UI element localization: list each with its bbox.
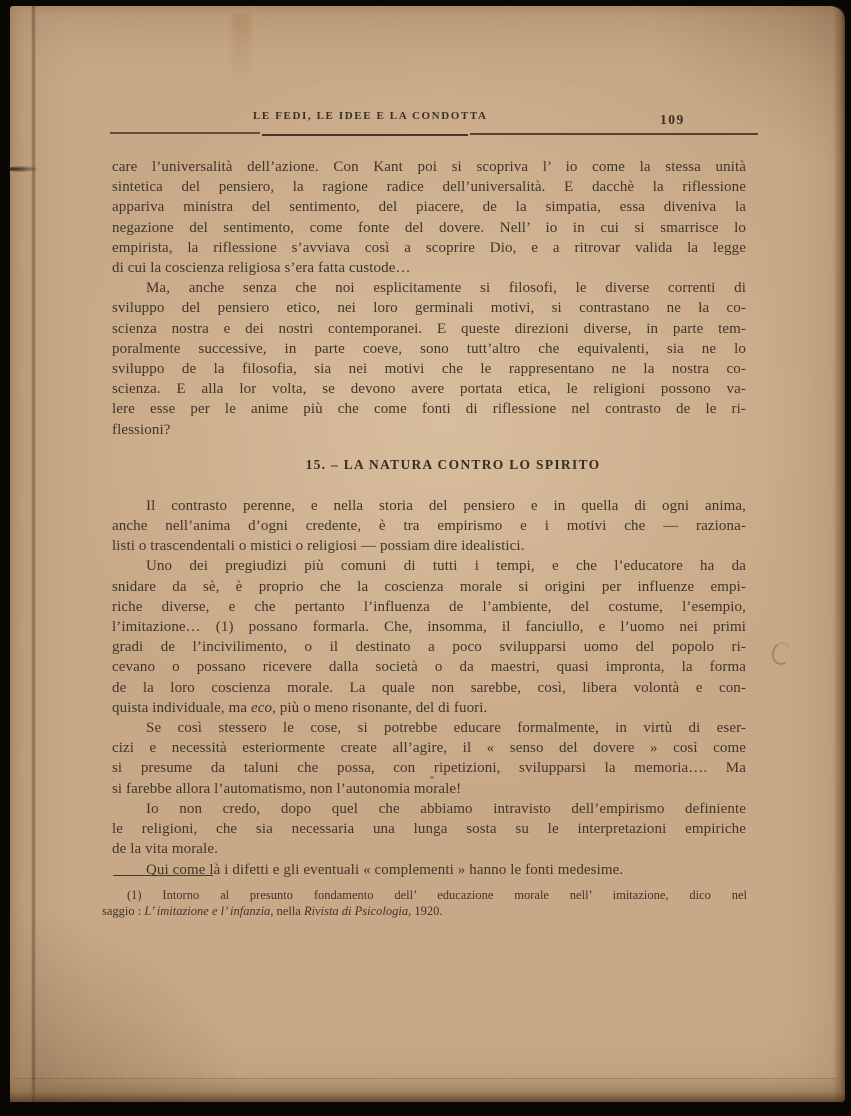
text-line <box>112 339 746 359</box>
text-segment: listi o trascendentali o mistici o religiosi — possiam dire idealistici. <box>112 538 525 555</box>
text-line <box>112 420 746 440</box>
text-line <box>102 904 747 920</box>
text-line <box>112 359 746 379</box>
paragraph <box>112 278 746 440</box>
text-segment: Io non credo, dopo quel che abbiamo intravisto dell’empirismo definiente <box>146 800 746 817</box>
text-line <box>112 157 746 177</box>
text-segment: l’imitazione… (1) possano formarla. Che, insomma, il fanciullo, e l’uomo nei primi <box>112 619 746 636</box>
text-segment: Qui come là i difetti e gli eventuali « complementi » hanno le fonti medesime. <box>146 861 624 878</box>
text-segment: Se così stessero le cose, si potrebbe educare formalmente, in virtù di eser- <box>146 720 746 737</box>
paragraphs-after-heading <box>112 496 746 880</box>
text-line <box>112 597 746 617</box>
text-line <box>112 278 746 298</box>
footnote-rule <box>113 875 213 876</box>
text-segment: de la vita morale. <box>112 841 218 858</box>
text-line <box>112 218 746 238</box>
paper-stain <box>232 14 250 88</box>
text-segment: di cui la coscienza religiosa s’era fatta custode… <box>112 260 411 277</box>
text-line <box>112 197 746 217</box>
running-header-title: LE FEDI, LE IDEE E LA CONDOTTA <box>253 110 488 122</box>
text-line <box>112 779 746 799</box>
header-rule-center <box>262 134 468 136</box>
text-line <box>112 399 746 419</box>
body-text <box>112 157 746 880</box>
text-segment: care l’universalità dell’azione. Con Kant poi si scopriva l’ io come la stessa unità <box>112 159 746 175</box>
text-line <box>112 319 746 339</box>
text-line <box>112 637 746 657</box>
text-segment: nella <box>273 903 304 918</box>
text-line <box>112 379 746 399</box>
text-line <box>112 577 746 597</box>
text-segment: si farebbe allora l’automatismo, non l’autonomia morale! <box>112 780 462 797</box>
text-line <box>112 799 746 819</box>
paragraph <box>112 718 746 799</box>
text-line <box>112 617 746 637</box>
paragraph <box>112 157 746 278</box>
text-line <box>112 516 746 536</box>
italic-text: Rivista di Psicologia <box>303 903 409 918</box>
text-segment: lere esse per le anime più che come fonti di riflessione nel contrasto de le ri- <box>112 401 746 418</box>
book-page <box>10 6 845 1102</box>
text-line <box>112 819 746 839</box>
left-edge-tear <box>7 166 37 172</box>
text-line <box>112 738 746 758</box>
text-line <box>112 758 746 778</box>
text-line <box>112 698 746 718</box>
section-heading: 15. – LA NATURA CONTRO LO SPIRITO <box>305 456 601 472</box>
paragraph <box>112 496 746 557</box>
text-line <box>112 657 746 677</box>
header-rule-right <box>470 133 758 135</box>
text-segment: cizi e necessità esteriormente create all’agire, il « senso del dovere » così come <box>112 740 746 757</box>
text-segment: snidare da sè, è proprio che la coscienza morale si origini per influenze empi- <box>112 578 746 595</box>
text-line <box>112 718 746 738</box>
text-line <box>112 258 746 278</box>
text-segment: gradi de l’incivilimento, o il destinato a poco svilupparsi uomo del popolo ri- <box>112 639 746 656</box>
footnote <box>102 875 747 919</box>
text-line <box>112 839 746 859</box>
text-segment: flessioni? <box>112 421 171 438</box>
paragraph <box>112 556 746 718</box>
text-segment: le religioni, che sia necessaria una lunga sosta su le interpretazioni empiriche <box>112 821 746 838</box>
bottom-deckle-edge <box>10 1076 845 1102</box>
text-segment: si presume da taluni che possa, con ripetizioni, svilupparsi la memoria…. Ma <box>112 760 746 777</box>
page-number: 109 <box>660 112 685 127</box>
text-segment: sviluppo de la filosofia, sia nei motivi che le rappresentano ne la nostra co- <box>112 361 746 378</box>
text-segment: cevano o possano ricevere dalla società o da maestri, quasi impronta, la forma <box>112 659 746 676</box>
text-segment: anche nell’anima d’ogni credente, è tra empirismo e i motivi che — raziona- <box>112 518 746 535</box>
italic-text: eco, <box>250 699 276 716</box>
text-segment: de la loro coscienza morale. La quale non sarebbe, così, libera volontà e con- <box>112 679 746 696</box>
text-segment: poralmente successive, in parte coeve, sono tutt’altro che equivalenti, sia ne lo <box>112 340 746 357</box>
bottom-stitch-line <box>14 1078 835 1079</box>
text-segment: quista individuale, ma <box>112 699 251 716</box>
header-rule-left <box>110 132 260 134</box>
fore-edge-wear <box>833 6 845 1102</box>
text-segment: sintetica del pensiero, la ragione radice dell’universalità. E dacchè la riflessione <box>112 179 746 196</box>
text-line <box>112 496 746 516</box>
text-segment: Ma, anche senza che noi esplicitamente si filosofi, le diverse correnti di <box>146 280 746 297</box>
text-segment: saggio : <box>102 903 145 918</box>
italic-text: L’ imitazione e l’ infanzia, <box>144 903 274 918</box>
text-segment: sviluppo del pensiero etico, nei loro germinali motivi, si contrastano ne la co- <box>112 300 746 317</box>
text-segment: più o meno risonante, del di fuori. <box>275 699 488 716</box>
text-segment: (1) Intorno al presunto fondamento dell’ educazione morale nell’ imitazione, dico nel <box>127 888 747 902</box>
text-line <box>112 298 746 318</box>
paragraphs-before-heading <box>112 157 746 440</box>
text-segment: Uno dei pregiudizi più comuni di tutti i tempi, e che l’educatore ha da <box>146 558 746 575</box>
text-line <box>112 678 746 698</box>
text-segment: riche diverse, e che pertanto l’influenza de l’ambiente, del costume, l’esempio, <box>112 598 746 615</box>
footnote-text <box>102 888 747 919</box>
text-line <box>112 238 746 258</box>
text-line <box>112 536 746 556</box>
text-line <box>112 177 746 197</box>
text-segment: appariva ministra del sentimento, del piacere, de la simpatia, essa diveniva la <box>112 199 746 216</box>
pencil-mark <box>770 640 793 666</box>
paragraph <box>112 799 746 860</box>
text-segment: , 1920. <box>408 903 443 918</box>
text-segment: scienza nostra e dei nostri contemporanei. E queste direzioni diverse, in parte tem- <box>112 320 746 337</box>
text-segment: scienza. E alla lor volta, se devono avere portata etica, le religioni possono va- <box>112 381 746 398</box>
text-line <box>102 888 747 904</box>
text-segment: negazione del sentimento, come fonte del dovere. Nell’ io in cui si smarrisce lo <box>112 219 746 236</box>
text-segment: Il contrasto perenne, e nella storia del pensiero e in quella di ogni anima, <box>146 497 746 514</box>
text-line <box>112 556 746 576</box>
text-segment: empirista, la riflessione s’avviava così a scoprire Dio, e a ritrovar valida la legge <box>112 239 746 256</box>
